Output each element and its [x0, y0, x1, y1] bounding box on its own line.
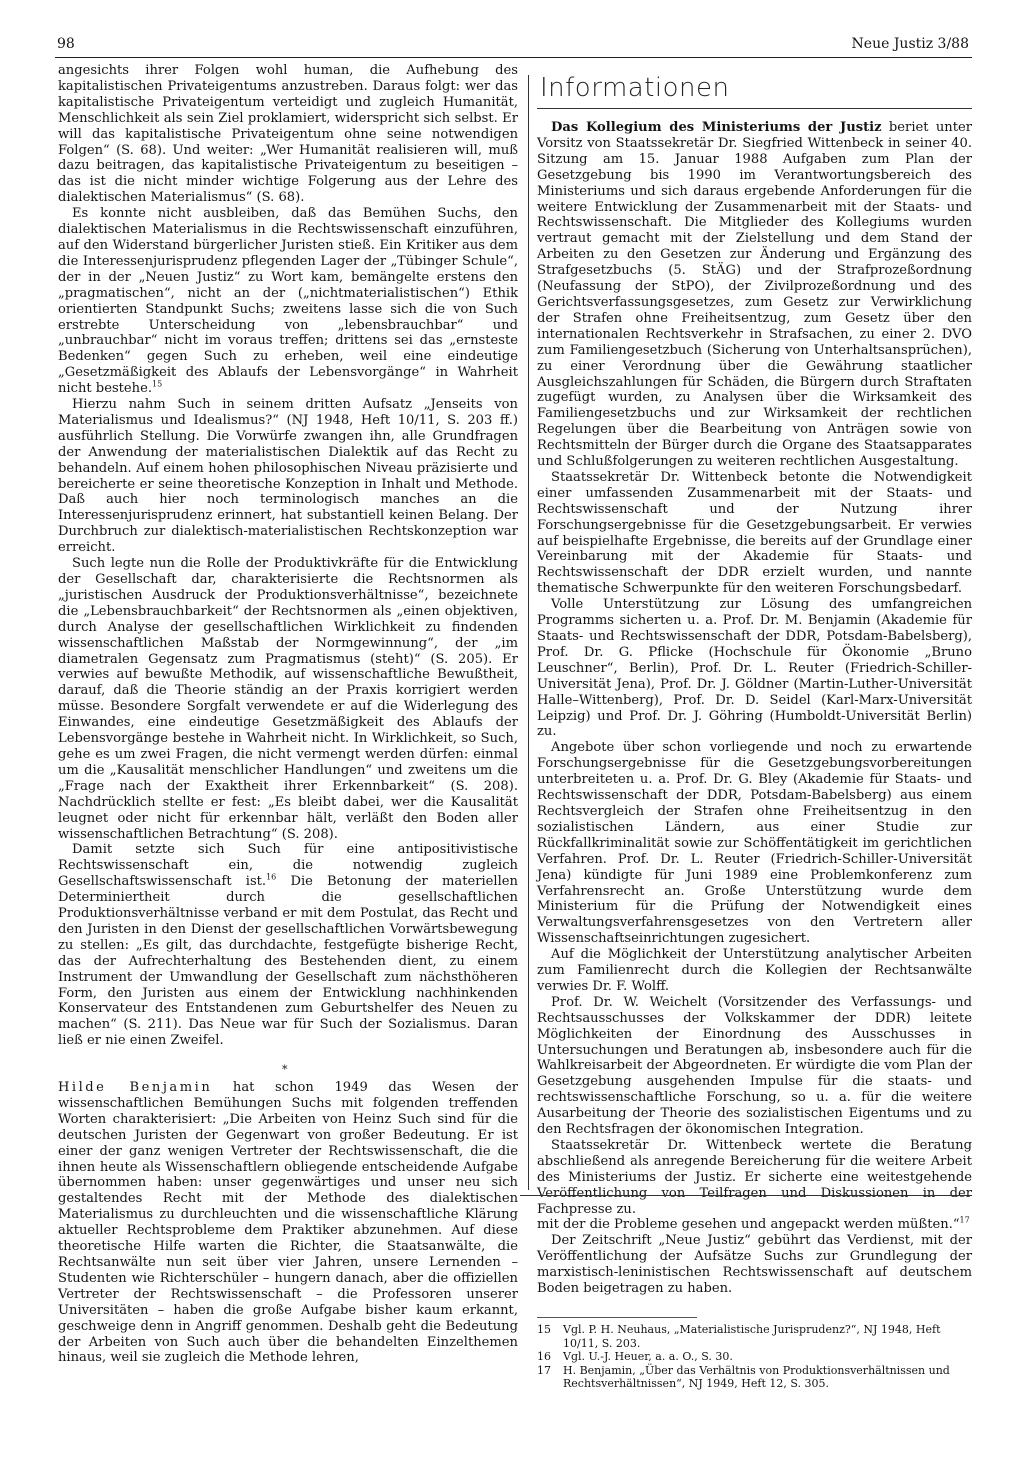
footnote-text: H. Benjamin, „Über das Verhältnis von Produktionsverhältnissen und Rechtsverhältnissen“, NJ 1949, Heft 12, S. 305. — [563, 1363, 950, 1390]
paragraph: Auf die Möglichkeit der Unterstützung analytischer Arbeiten zum Familienrecht durch die Kollegien der Rechtsanwälte verwies Dr. F. Wolff. — [537, 947, 972, 994]
paragraph: Prof. Dr. W. Weichelt (Vorsitzender des Verfassungs- und Rechtsausschusses der Volkskammer der DDR) leitete Möglichkeiten der Einordnung des Ausschusses in Untersuchungen und Beratungen ab, insbesondere auch für die Wahlkreisarbeit der Abgeordneten. Er würdigte die vom Plan der Gesetzgebung ausgehenden Impulse für die staats- und rechtswissenschaftliche Forschung, so u. a. für die weitere Ausarbeitung der Theorie des sozialistischen Eigentums und zu den Rechtsfragen der ökonomischen Integration. — [537, 994, 972, 1138]
paragraph: Es konnte nicht ausbleiben, daß das Bemühen Suchs, den dialektischen Materialismus in die Rechtswissenschaft einzuführen, auf den Widerstand bürgerlicher Juristen stieß. Ein Kritiker aus dem die Interessenjurisprudenz pflegenden Lager der „Tübinger Schule“, der in der „Neuen Justiz“ zu Wort kam, bemängelte erstens den „pragmatischen“, nicht an der („nichtmaterialistischen“) Ethik orientierten Standpunkt Suchs; zweitens lasse sich die von Such erstrebte Unterscheidung von „lebensbrauchbar“ und „unbrauchbar“ nicht im voraus treffen; drittens sei das „ernsteste Bedenken“ gegen Such zu erheben, weil eine eindeutige „Gesetzmäßigkeit des Ablaufs der Lebensvorgänge“ in Wahrheit nicht bestehe.$^{15}$ — [58, 206, 518, 397]
footnotes — [537, 1323, 972, 1391]
person-name: Hilde Benjamin — [58, 1080, 213, 1095]
section-rule — [537, 108, 972, 109]
paragraph: Hilde Benjamin hat schon 1949 das Wesen der wissenschaftlichen Bemühungen Suchs mit folgenden treffenden Worten charakterisiert: „Die Arbeiten von Heinz Such sind für die deutschen Juristen der Gegenwart von großer Bedeutung. Er ist einer der ganz wenigen Vertreter der Rechtswissenschaft, die die ihnen heute als Wissenschaftlern obliegende entscheidende Aufgabe übernommen haben: unser gegenwärtiges und unser neu sich gestaltendes Recht mit der Methode des dialektischen Materialismus zu durchleuchten und die wissenschaftliche Klärung aktueller Rechtsprobleme dem Praktiker abzunehmen. Auf diese theoretische Hilfe warten die Richter, die Staatsanwälte, die Rechtsanwälte nun seit über vier Jahren, unsere Lernenden – Studenten wie Richterschüler – hungern danach, aber die offiziellen Vertreter der Rechtswissenschaft – die Professoren unserer Universitäten – haben die große Aufgabe bisher kaum erkannt, geschweige denn in Angriff genommen. Deshalb geht die Bedeutung der Arbeiten von Such auch über die behandelten Einzelthemen hinaus, weil sie zugleich die Methode lehren, — [58, 1080, 519, 1366]
paragraph: Damit setzte sich Such für eine antipositivistische Rechtswissenschaft ein, die notwendig zugleich Gesellschaftswissenschaft ist.$^{16}$ Die Betonung der materiellen Determiniertheit durch die gesellschaftlichen Produktionsverhältnisse verband er mit dem Postulat, das Recht und den Juristen in den Dienst der gesellschaftlichen Vorwärtsbewegung zu stellen: „Es gilt, das durchdachte, festgefügte bisherige Recht, das der Aufrechterhaltung des Bestehenden dient, zu einem Instrument der Umwandlung der Gesellschaft zum nächsthöheren Form, den Juristen aus einem der Entwicklung nachhinkenden Konservateur des Entstandenen zum Geburtshelfer des Neuen zu machen“ (S. 211). Das Neue war für Such der Sozialismus. Daran ließ er nie einen Zweifel. — [58, 842, 518, 1049]
footnote-number: 15 — [537, 1323, 551, 1336]
footnote-ref: 16 — [266, 872, 277, 882]
section-title: Informationen — [540, 73, 730, 103]
footnote-number: 16 — [537, 1350, 551, 1363]
paragraph: Der Zeitschrift „Neue Justiz“ gebührt das Verdienst, mit der Veröffentlichung der Aufsätze Suchs zur Grundlegung der marxistisch-leninistischen Rechtswissenschaft auf deutschem Boden beigetragen zu haben. — [537, 1232, 972, 1296]
left-column — [58, 63, 518, 1049]
paragraph: Angebote über schon vorliegende und noch zu erwartende Forschungsergebnisse für die Gesetzgebungsvorbereitungen unterbreiteten u. a. Prof. Dr. G. Bley (Akademie für Staats- und Rechtswissenschaft der DDR, Potsdam-Babelsberg) aus einem Rechtsvergleich der Strafen ohne Freiheitsentzug in den sozialistischen Ländern, aus einer Studie zur Rückfallkriminalität sowie zur Schöffentätigkeit im gerichtlichen Verfahren. Prof. Dr. L. Reuter (Friedrich-Schiller-Universität Jena) kündigte für Juni 1989 eine Problemkonferenz zum Verfahrensrecht an. Große Unterstützung wurde dem Ministerium für die Prüfung der Notwendigkeit eines Verwaltungsverfahrensgesetzes von den Vertretern aller Wissenschaftseinrichtungen zugesichert. — [537, 740, 972, 947]
paragraph: Volle Unterstützung zur Lösung des umfangreichen Programms sicherten u. a. Prof. Dr. M. Benjamin (Akademie für Staats- und Rechtswissenschaft der DDR, Potsdam-Babelsberg), Prof. Dr. G. Pflicke (Hochschule für Ökonomie „Bruno Leuschner“, Berlin), Prof. Dr. L. Reuter (Friedrich-Schiller-Universität Jena), Prof. Dr. J. Göldner (Martin-Luther-Universität Halle–Wittenberg), Prof. Dr. D. Seidel (Karl-Marx-Universität Leipzig) und Prof. Dr. J. Göhring (Humboldt-Universität Berlin) zu. — [537, 597, 972, 740]
footnote-text: Vgl. U.-J. Heuer, a. a. O., S. 30. — [563, 1350, 733, 1363]
paragraph: mit der die Probleme gesehen und angepackt werden müßten.“$^{17}$ — [537, 1215, 970, 1232]
paragraph: Hierzu nahm Such in seinem dritten Aufsatz „Jenseits von Materialismus und Idealismus?“ (NJ 1948, Heft 10/11, S. 203 ff.) ausführlich Stellung. Die Vorwürfe zwangen ihn, alle Grundfragen der Anwendung der materialistischen Dialektik auf das Recht zu behandeln. Auf einem hohen philosophischen Niveau präzisierte und bereicherte er seine theoretische Konzeption in Inhalt und Methode. Daß auch hier noch terminologisch manches an die Interessenjurisprudenz erinnert, hat substantiell keinen Belang. Der Durchbruch zur dialektisch-materialistischen Rechtskonzeption war erreicht. — [58, 397, 518, 556]
section-separator: * — [282, 1063, 288, 1076]
footnote-rule — [537, 1317, 697, 1318]
paragraph: Das Kollegium des Ministeriums der Justiz beriet unter Vorsitz von Staatssekretär Dr. Siegfried Wittenbeck in seiner 40. Sitzung am 15. Januar 1988 Aufgaben zum Plan der Gesetzgebung bis 1990 im Verantwortungsbereich des Ministeriums und sich daraus ergebende Anforderungen für die weitere Entwicklung der Zusammenarbeit mit der Staats- und Rechtswissenschaft. Die Mitglieder des Kollegiums wurden vertraut gemacht mit der Zielstellung und dem Stand der Arbeiten zu den Gesetzen zur Änderung und Ergänzung des Strafgesetzbuchs (5. StÄG) und der Strafprozeßordnung (Neufassung der StPO), der Zivilprozeßordnung und des Gerichtsverfassungsgesetzes, zum Gesetz zur Verwirklichung der Strafen ohne Freiheitsentzug, zum Gesetz über den internationalen Rechtsverkehr in Strafsachen, zu einer 2. DVO zum Familiengesetzbuch (Sicherung von Unterhaltsansprüchen), zu einer Verordnung über die Gewährung staatlicher Ausgleichszahlungen für Schäden, die Bürgern durch Straftaten zugefügt wurden, zu Analysen über die Wirksamkeit des Familiengesetzbuchs und zur Wirksamkeit der rechtlichen Regelungen über die Bearbeitung von Anträgen sowie von Rechtsmitteln der Bürger durch die Organe des Staatsapparates und Schlußfolgerungen zu weiteren rechtlichen Ausgestaltung. — [537, 120, 972, 470]
right-column — [537, 120, 972, 1218]
footnote — [537, 1350, 972, 1364]
right-column-continuation — [537, 1217, 972, 1297]
page-number: 98 — [57, 36, 75, 52]
journal-issue: Neue Justiz 3/88 — [851, 36, 969, 52]
paragraph: angesichts ihrer Folgen wohl human, die Aufhebung des kapitalistischen Privateigentums anzustreben. Daraus folgt: wer das kapitalistische Privateigentum verteidigt und zugleich Humanität, Menschlichkeit als sein Ziel proklamiert, widerspricht sich selbst. Er will das kapitalistische Privateigentum ohne seine notwendigen Folgen“ (S. 68). Und weiter: „Wer Humanität realisieren will, muß dazu beitragen, das kapitalistische Privateigentum zu beseitigen – das ist die nicht minder wichtige Folgerung aus der Lehre des dialektischen Materialismus“ (S. 68). — [58, 63, 518, 206]
paragraph: Such legte nun die Rolle der Produktivkräfte für die Entwicklung der Gesellschaft dar, charakterisierte die Rechtsnormen als „juristischen Ausdruck der Produktionsverhältnisse“, bezeichnete die „Lebensbrauchbarkeit“ der Rechtsnormen als „einen objektiven, durch Analyse der gesellschaftlichen Wirklichkeit zu findenden wissenschaftlichen Maßstab der Normgewinnung“, der „im diametralen Gegensatz zum Pragmatismus (steht)“ (S. 205). Er verwies auf bewußte Methodik, auf wissenschaftliche Bewußtheit, darauf, daß die Theorie ständig an der Praxis korrigiert werden müsse. Besondere Sorgfalt verwendete er auf die Widerlegung des Einwandes, eine eindeutige Gesetzmäßigkeit des Ablaufs der Lebensvorgänge bestehe in Wahrheit nicht. In Wirklichkeit, so Such, gehe es um zwei Fragen, die nicht vermengt werden dürfen: einmal um die „Kausalität menschlicher Handlungen“ und zweitens um die „Frage nach der Exaktheit ihrer Erkennbarkeit“ (S. 208). Nachdrücklich stellte er fest: „Es bleibt dabei, wer die Kausalität leugnet oder nicht für erkennbar hält, verläßt den Boden aller wissenschaftlichen Betrachtung“ (S. 208). — [58, 556, 518, 842]
footnote-text: Vgl. P. H. Neuhaus, „Materialistische Jurisprudenz?“, NJ 1948, Heft 10/11, S. 203. — [563, 1323, 941, 1350]
footnote — [537, 1323, 972, 1350]
paragraph: Staatssekretär Dr. Wittenbeck wertete die Beratung abschließend als anregende Bereicherung für die weitere Arbeit des Ministeriums der Justiz. Er sicherte eine weitestgehende Veröffentlichung von Teilfragen und Diskussionen in der Fachpresse zu. — [537, 1138, 972, 1217]
footnote — [537, 1364, 972, 1391]
institution-name: Kollegium des Ministeriums der Justiz — [585, 120, 882, 135]
column-divider — [528, 75, 529, 1190]
section-end-rule — [520, 1195, 972, 1196]
footnote-ref: 17 — [959, 1215, 970, 1225]
footnote-number: 17 — [537, 1363, 551, 1377]
left-column-lower — [58, 1080, 518, 1366]
header-rule — [55, 57, 972, 58]
paragraph: Staatssekretär Dr. Wittenbeck betonte die Notwendigkeit einer umfassenden Zusammenarbeit mit der Staats- und Rechtswissenschaft und der Nutzung ihrer Forschungsergebnisse für die Gesetzgebungsarbeit. Er verwies auf beispielhafte Ergebnisse, die bereits auf der Grundlage einer Vereinbarung mit der Akademie für Staats- und Rechtswissenschaft der DDR erzielt wurden, und nannte thematische Schwerpunkte für den weiteren Forschungsbedarf. — [537, 469, 972, 597]
footnote-ref: 15 — [152, 379, 163, 389]
